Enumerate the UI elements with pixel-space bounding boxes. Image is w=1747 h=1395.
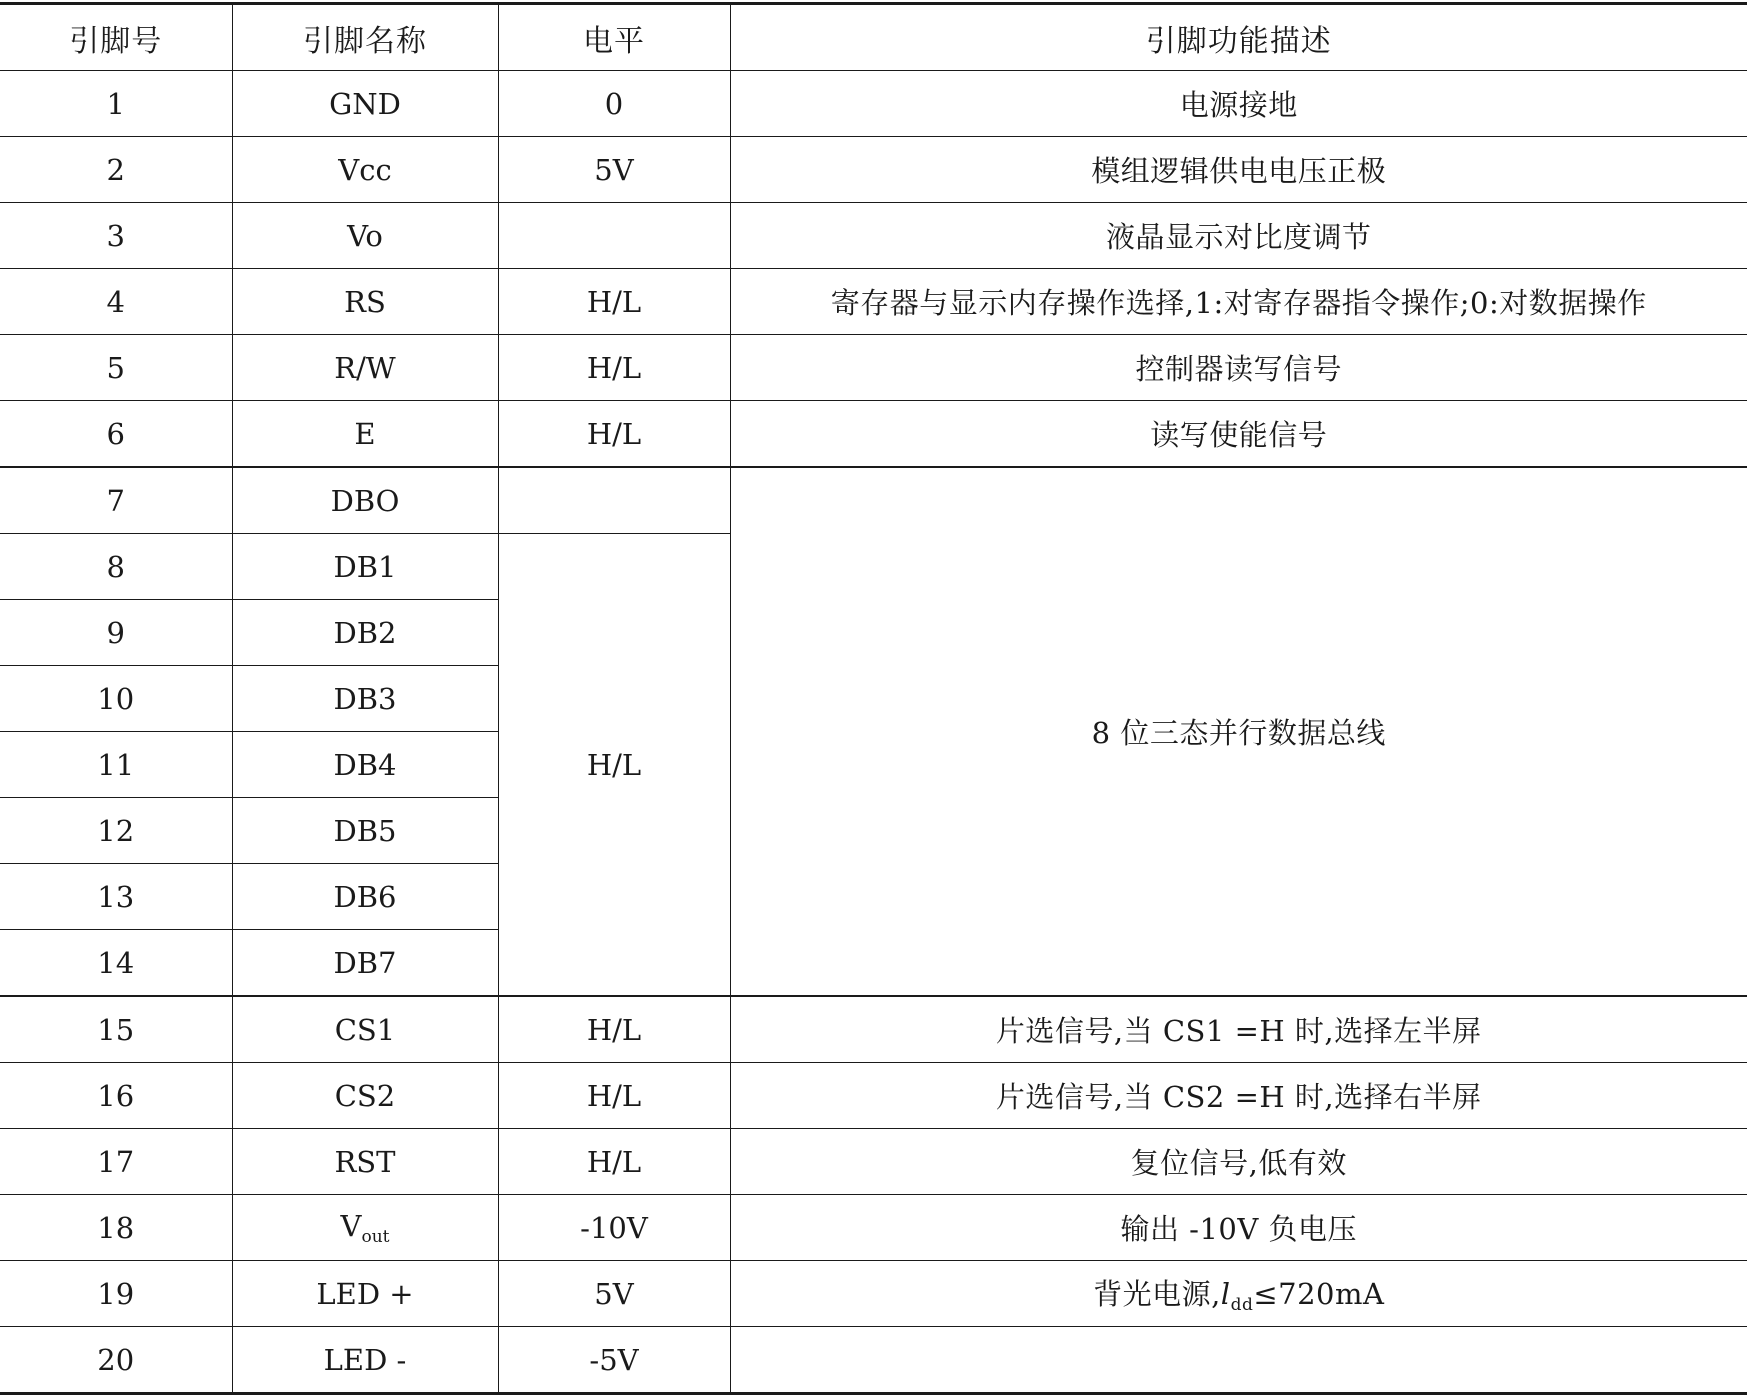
cell-level: H/L [498,335,730,401]
cell-pin-name: DB7 [232,930,498,997]
cell-pin-number: 16 [0,1063,232,1129]
cell-level-data-bus: H/L [498,534,730,997]
cell-pin-name: RST [232,1129,498,1195]
cell-pin-number: 15 [0,996,232,1063]
cell-description: 寄存器与显示内存操作选择,1:对寄存器指令操作;0:对数据操作 [730,269,1747,335]
table-row [0,401,1747,468]
cell-description: 模组逻辑供电电压正极 [730,137,1747,203]
cell-pin-name: Vcc [232,137,498,203]
table-row [0,335,1747,401]
cell-pin-name: RS [232,269,498,335]
cell-pin-number: 18 [0,1195,232,1261]
cell-level: H/L [498,1129,730,1195]
table-row [0,1195,1747,1261]
pin-definition-table [0,2,1747,1395]
cell-pin-number: 12 [0,798,232,864]
cell-pin-name: R/W [232,335,498,401]
cell-pin-name: DB4 [232,732,498,798]
header-function-description: 引脚功能描述 [730,4,1747,71]
cell-pin-number: 1 [0,71,232,137]
cell-description: 控制器读写信号 [730,335,1747,401]
table-row [0,203,1747,269]
cell-pin-name: LED + [232,1261,498,1327]
desc-current-symbol: l [1220,1277,1231,1311]
cell-description: 输出 -10V 负电压 [730,1195,1747,1261]
cell-pin-name: LED - [232,1327,498,1394]
table-row [0,467,1747,534]
cell-pin-number: 19 [0,1261,232,1327]
cell-pin-name: DB6 [232,864,498,930]
cell-pin-name: DB2 [232,600,498,666]
cell-level: 5V [498,1261,730,1327]
cell-pin-name: GND [232,71,498,137]
desc-main: 背光电源, [1093,1277,1221,1311]
cell-pin-number: 11 [0,732,232,798]
cell-pin-number: 7 [0,467,232,534]
pin-name-main: V [340,1208,362,1243]
header-level: 电平 [498,4,730,71]
cell-pin-number: 5 [0,335,232,401]
cell-level: H/L [498,996,730,1063]
table-header-row [0,4,1747,71]
cell-pin-number: 8 [0,534,232,600]
cell-level: 5V [498,137,730,203]
cell-description: 片选信号,当 CS1 =H 时,选择左半屏 [730,996,1747,1063]
table-row [0,1063,1747,1129]
cell-description: 读写使能信号 [730,401,1747,468]
cell-description-data-bus: 8 位三态并行数据总线 [730,467,1747,996]
cell-pin-number: 4 [0,269,232,335]
cell-description [730,1261,1747,1327]
table-row [0,1261,1747,1327]
cell-level [498,467,730,534]
cell-pin-name: DB5 [232,798,498,864]
cell-level: H/L [498,269,730,335]
cell-level: H/L [498,1063,730,1129]
cell-pin-number: 13 [0,864,232,930]
table-row [0,1129,1747,1195]
cell-pin-number: 6 [0,401,232,468]
cell-pin-number: 2 [0,137,232,203]
cell-level: -10V [498,1195,730,1261]
cell-description: 片选信号,当 CS2 =H 时,选择右半屏 [730,1063,1747,1129]
cell-pin-number: 9 [0,600,232,666]
cell-level: -5V [498,1327,730,1394]
cell-pin-name: CS2 [232,1063,498,1129]
cell-pin-number: 20 [0,1327,232,1394]
cell-pin-name: DBO [232,467,498,534]
table-row [0,269,1747,335]
cell-description: 液晶显示对比度调节 [730,203,1747,269]
cell-description [730,1327,1747,1394]
table-row [0,1327,1747,1394]
cell-level: 0 [498,71,730,137]
cell-pin-name: CS1 [232,996,498,1063]
table-row [0,996,1747,1063]
cell-level: H/L [498,401,730,468]
table-row [0,71,1747,137]
pin-table-container [0,2,1747,1395]
cell-pin-name: E [232,401,498,468]
cell-pin-name: DB3 [232,666,498,732]
desc-current-subscript: dd [1230,1295,1254,1315]
cell-pin-number: 17 [0,1129,232,1195]
cell-pin-number: 14 [0,930,232,997]
cell-level [498,203,730,269]
cell-pin-number: 3 [0,203,232,269]
desc-tail: ≤720mA [1253,1277,1385,1311]
cell-pin-name: DB1 [232,534,498,600]
cell-pin-name: Vo [232,203,498,269]
table-row [0,137,1747,203]
pin-name-subscript: out [361,1226,390,1247]
cell-pin-number: 10 [0,666,232,732]
header-pin-number: 引脚号 [0,4,232,71]
cell-description: 复位信号,低有效 [730,1129,1747,1195]
cell-description: 电源接地 [730,71,1747,137]
cell-pin-name [232,1195,498,1261]
header-pin-name: 引脚名称 [232,4,498,71]
